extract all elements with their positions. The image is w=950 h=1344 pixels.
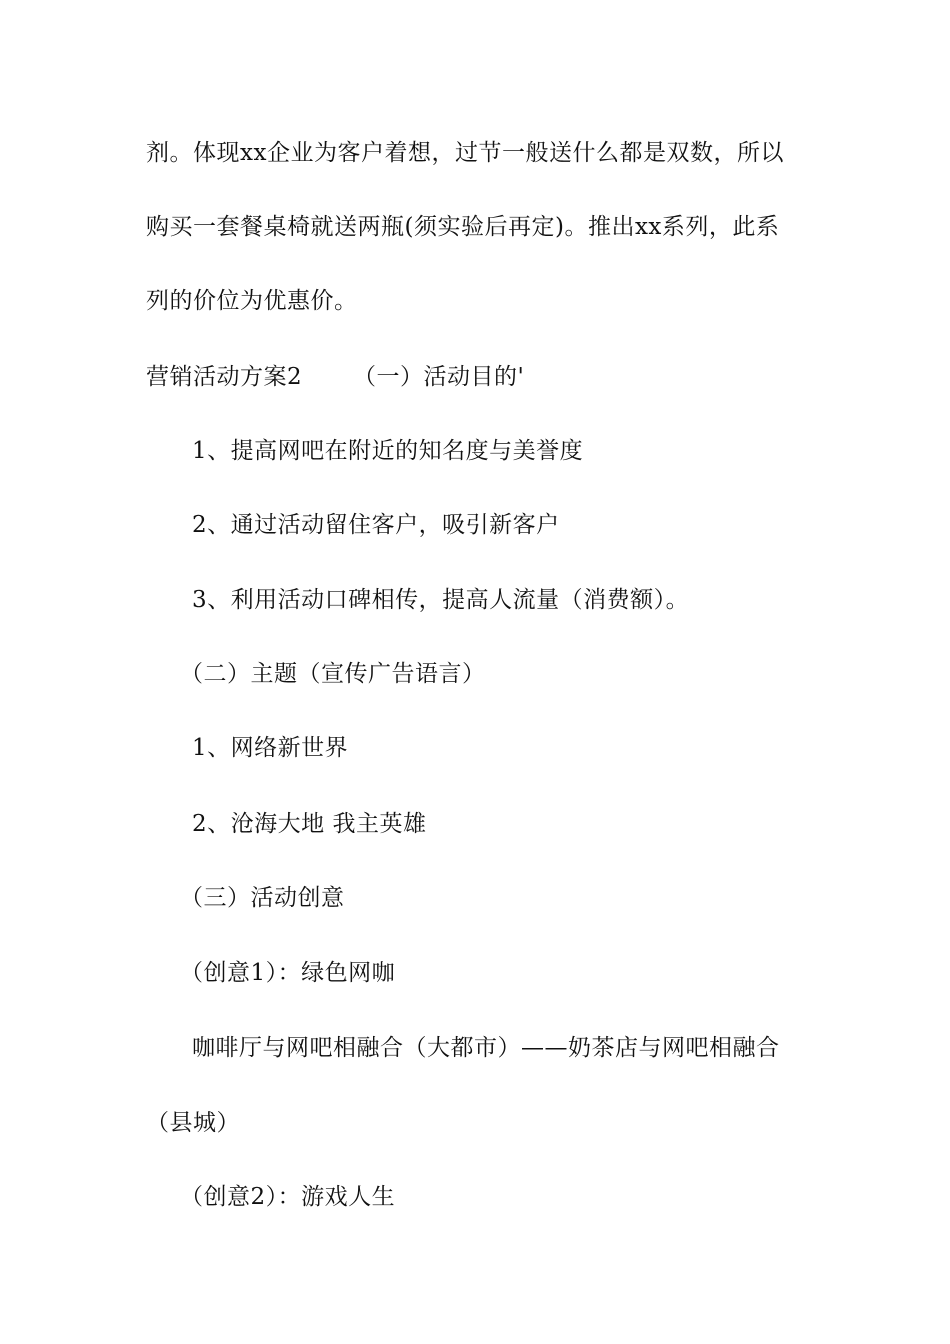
list-item: 2、沧海大地 我主英雄: [192, 811, 427, 837]
paragraph-line: 列的价位为优惠价。: [146, 288, 358, 314]
section-heading: （二）主题（宣传广告语言）: [180, 661, 486, 687]
subheading: （创意2）：游戏人生: [180, 1184, 396, 1210]
list-item: 2、通过活动留住客户，吸引新客户: [192, 512, 560, 538]
section-heading: （三）活动创意: [180, 885, 345, 911]
list-item: 1、提高网吧在附近的知名度与美誉度: [192, 438, 584, 464]
paragraph-line: 咖啡厅与网吧相融合（大都市）——奶茶店与网吧相融合: [192, 1035, 780, 1061]
paragraph-line: （县城）: [146, 1110, 240, 1136]
paragraph-line: 购买一套餐桌椅就送两瓶(须实验后再定)。推出xx系列，此系: [146, 214, 780, 240]
section-title: 营销活动方案2: [146, 364, 303, 390]
subheading: （创意1）：绿色网咖: [180, 960, 396, 986]
list-item: 3、利用活动口碑相传，提高人流量（消费额）。: [192, 587, 690, 613]
section-heading: （一）活动目的': [353, 364, 525, 390]
paragraph-line: 剂。体现xx企业为客户着想，过节一般送什么都是双数，所以: [146, 140, 784, 166]
list-item: 1、网络新世界: [192, 735, 349, 761]
